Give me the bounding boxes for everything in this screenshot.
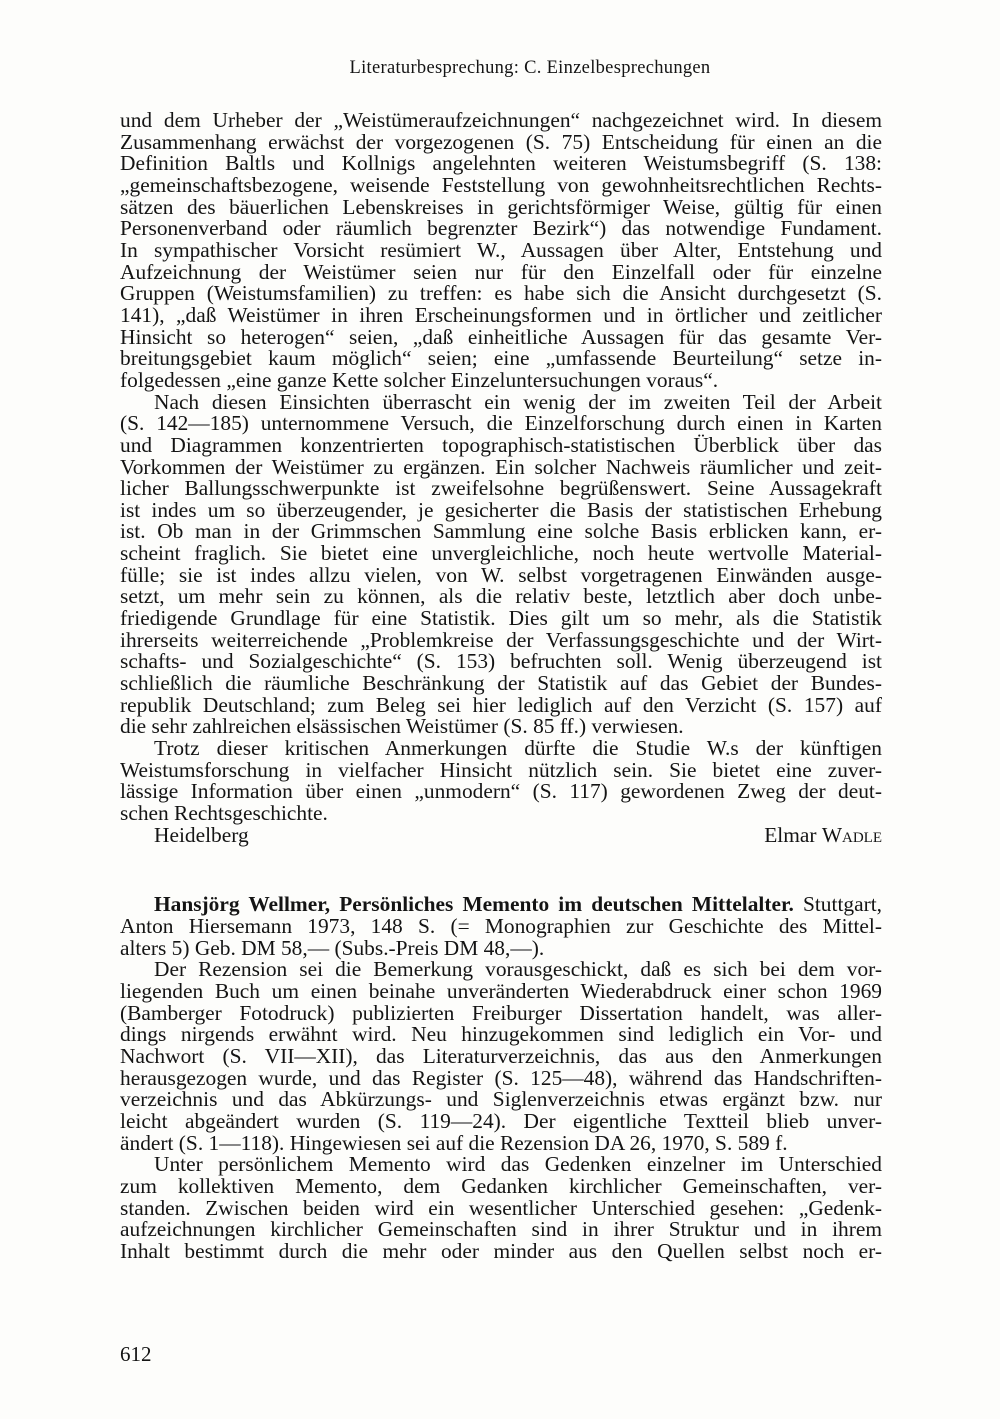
- text-line: (S. 142—185) unternommene Versuch, die Einzelforschung durch einen in Karten: [120, 411, 882, 436]
- text-line: lässige Information über einen „unmodern“ (S. 117) gewordenen Zweg der deut-: [120, 779, 882, 804]
- text-line: herausgezogen wurde, und das Register (S. 125—48), während das Handschriften-: [120, 1065, 882, 1090]
- review2-header: [120, 894, 882, 959]
- text-line: verzeichnis und das Abkürzungs- und Siglenverzeichnis etwas ergänzt bzw. nur: [120, 1087, 882, 1112]
- review2-paragraph-2: [120, 1154, 882, 1262]
- text-line: Der Rezension sei die Bemerkung vorausgeschickt, daß es sich bei dem vor-: [154, 957, 882, 982]
- text-line: zum kollektiven Memento, dem Gedanken kirchlicher Gemeinschaften, ver-: [120, 1173, 882, 1198]
- text-line: ist indes um so überzeugender, je gesicherter die Basis der statistischen Erhebung: [120, 497, 882, 522]
- text-line: ändert (S. 1—118). Hingewiesen sei auf die Rezension DA 26, 1970, S. 589 f.: [120, 1130, 788, 1155]
- text-line: ist. Ob man in der Grimmschen Sammlung eine solche Basis erblicken kann, er-: [120, 519, 882, 544]
- text-line: Aufzeichnung der Weistümer seien nur für den Einzelfall oder für einzelne: [120, 259, 882, 284]
- text-line: und Diagrammen konzentrierten topographisch-statistischen Überblick über das: [120, 432, 882, 457]
- review1-paragraph-2: [120, 389, 882, 739]
- review2-header-line: alters 5) Geb. DM 58,— (Subs.-Preis DM 48,—).: [120, 935, 545, 960]
- review1-paragraph-3: [120, 738, 882, 825]
- text-line: leicht abgeändert wurden (S. 119—24). Der eigentliche Textteil blieb unver-: [120, 1108, 882, 1133]
- text-line: republik Deutschland; zum Beleg sei hier lediglich auf den Verzicht (S. 157) auf: [120, 692, 882, 717]
- text-line: (Bamberger Fotodruck) publizierten Freiburger Dissertation handelt, was aller-: [120, 1000, 882, 1025]
- review2-header-line: Anton Hiersemann 1973, 148 S. (= Monographien zur Geschichte des Mittel-: [120, 913, 882, 938]
- text-line: liegenden Buch um einen beinahe unveränderten Wiederabdruck einer schon 1969: [120, 978, 882, 1003]
- text-line: In sympathischer Vorsicht resümiert W., Aussagen über Alter, Entstehung und: [120, 237, 882, 262]
- review1-place: Heidelberg: [154, 822, 249, 847]
- text-line: und dem Urheber der „Weistümeraufzeichnungen“ nachgezeichnet wird. In diesem: [120, 108, 882, 132]
- review1-signature: [120, 822, 882, 847]
- text-line: Personenverband oder räumlich begrenzter Bezirk“) das notwendige Fundament.: [120, 216, 882, 241]
- text-line: friedigende Grundlage für eine Statistik. Dies gilt um so mehr, als die Statistik: [120, 606, 882, 631]
- text-line: aufzeichnungen kirchlicher Gemeinschaften sind in ihrer Struktur und in ihrem: [120, 1217, 882, 1242]
- text-line: schließlich die räumliche Beschränkung der Statistik auf das Gebiet der Bundes-: [120, 671, 882, 696]
- text-line: Nach diesen Einsichten überrascht ein wenig der im zweiten Teil der Arbeit: [154, 389, 882, 414]
- text-line: standen. Zwischen beiden wird ein wesentlicher Unterschied gesehen: „Gedenk-: [120, 1195, 882, 1220]
- page-number: 612: [120, 1342, 152, 1366]
- review2-title: Hansjörg Wellmer, Persönliches Memento im deutschen Mittelalter.: [154, 892, 794, 917]
- text-line: Hinsicht so heterogen“ seien, „daß einheitliche Aussagen für das gesamte Ver-: [120, 324, 882, 349]
- reviewer-first-name: Elmar: [764, 822, 817, 847]
- text-line: dings nirgends erwähnt wird. Neu hinzugekommen sind lediglich ein Vor- und: [120, 1022, 882, 1047]
- text-line: Inhalt bestimmt durch die mehr oder minder aus den Quellen selbst noch er-: [120, 1238, 882, 1263]
- text-line: schafts- und Sozialgeschichte“ (S. 153) befruchten soll. Wenig überzeugend ist: [120, 649, 882, 674]
- text-line: licher Ballungsschwerpunkte ist zweifelsohne begrüßenswert. Seine Aussagekraft: [120, 476, 882, 501]
- body-text: [120, 110, 882, 1262]
- running-head: Literaturbesprechung: C. Einzelbesprechungen: [349, 58, 711, 78]
- text-line: Unter persönlichem Memento wird das Gedenken einzelner im Unterschied: [154, 1152, 882, 1177]
- reviewer-last-name: Wadle: [821, 822, 882, 847]
- text-line: Vorkommen der Weistümer zu ergänzen. Ein solcher Nachweis räumlicher und zeit-: [120, 454, 882, 479]
- text-line: Zusammenhang erwächst der vorgezogenen (S. 75) Entscheidung für einen an die: [120, 129, 882, 154]
- text-line: „gemeinschaftsbezogene, weisende Feststellung von gewohnheitsrechtlichen Rechts-: [120, 172, 882, 197]
- text-line: scheint fraglich. Sie bietet eine unvergleichliche, noch heute wertvolle Material-: [120, 541, 882, 566]
- review2-header-rest: Stuttgart,: [793, 892, 882, 917]
- text-line: Gruppen (Weistumsfamilien) zu treffen: es habe sich die Ansicht durchgesetzt (S.: [120, 281, 882, 306]
- review1-paragraph-1: [120, 110, 882, 392]
- text-line: sätzen des bäuerlichen Lebenskreises in gerichtsförmiger Weise, gültig für einen: [120, 194, 882, 219]
- text-line: Definition Baltls und Kollnigs angelehnten weiteren Weistumsbegriff (S. 138:: [120, 151, 882, 176]
- text-line: 141), „daß Weistümer in ihren Erscheinungsformen und in örtlicher und zeitlicher: [120, 302, 882, 327]
- review2-paragraph-1: [120, 959, 882, 1154]
- section-spacer: [120, 846, 882, 894]
- text-line: fülle; sie ist indes allzu vielen, von W. selbst vorgetragenen Einwänden ausge-: [120, 562, 882, 587]
- text-line: die sehr zahlreichen elsässischen Weistümer (S. 85 ff.) verwiesen.: [120, 714, 684, 739]
- text-line: folgedessen „eine ganze Kette solcher Einzeluntersuchungen voraus“.: [120, 367, 719, 392]
- text-line: ihrerseits weiterreichende „Problemkreise der Verfassungsgeschichte und der Wirt-: [120, 627, 882, 652]
- review1-reviewer: [764, 822, 882, 847]
- text-line: Nachwort (S. VII—XII), das Literaturverzeichnis, das aus den Anmerkungen: [120, 1043, 882, 1068]
- review2-header-line: [120, 894, 882, 916]
- text-line: breitungsgebiet kaum möglich“ seien; eine „umfassende Beurteilung“ setze in-: [120, 346, 882, 371]
- text-line: schen Rechtsgeschichte.: [120, 801, 328, 825]
- text-line: setzt, um mehr sein zu können, als die relativ beste, letztlich aber doch unbe-: [120, 584, 882, 609]
- text-line: Trotz dieser kritischen Anmerkungen dürfte die Studie W.s der künftigen: [154, 736, 882, 761]
- text-line: Weistumsforschung in vielfacher Hinsicht nützlich sein. Sie bietet eine zuver-: [120, 757, 882, 782]
